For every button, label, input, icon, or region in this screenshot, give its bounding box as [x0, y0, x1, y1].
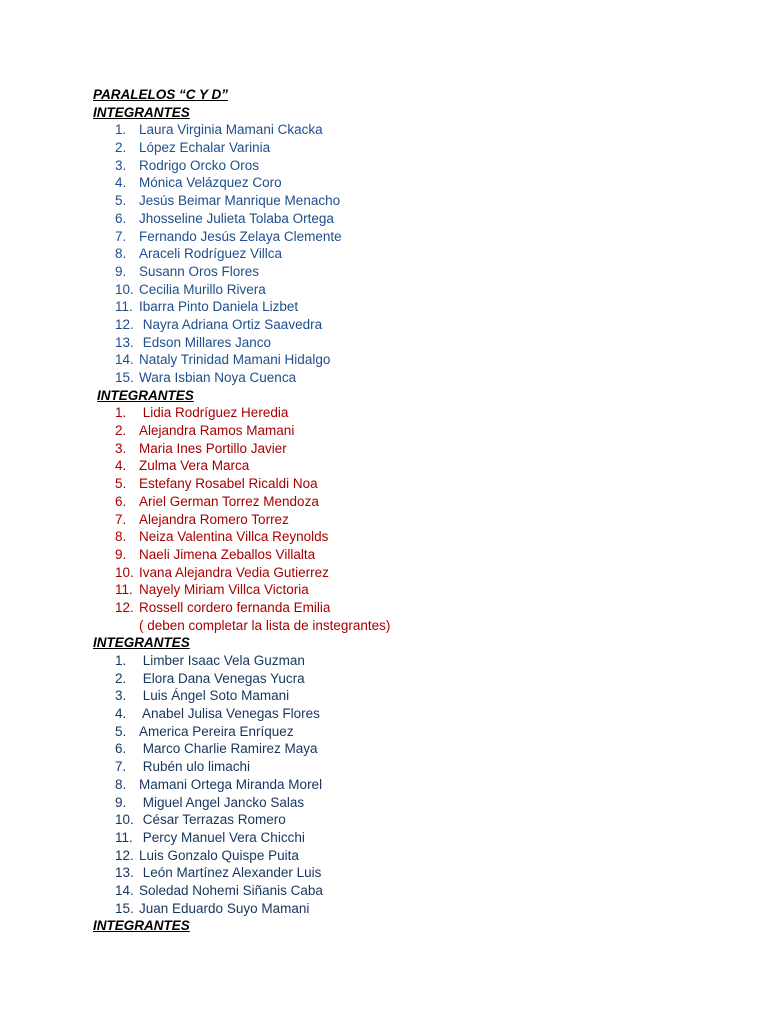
list-item [93, 157, 733, 175]
list-item-number: 12. [115, 847, 134, 863]
list-item [93, 298, 733, 316]
member-name: Nayely Miriam Villca Victoria [139, 582, 309, 598]
list-item [93, 546, 733, 564]
list-item [93, 404, 733, 422]
list-item-number: 8. [115, 776, 127, 792]
list-item-number: 15. [115, 900, 134, 916]
list-item-number: 8. [115, 246, 127, 262]
member-name: Anabel Julisa Venegas Flores [139, 706, 320, 722]
list-item-number: 7. [115, 228, 127, 244]
list-item [93, 281, 733, 299]
member-name: Nayra Adriana Ortiz Saavedra [139, 316, 323, 332]
list-item [93, 829, 733, 847]
member-name: Jesús Beimar Manrique Menacho [139, 193, 341, 209]
group-note: ( deben completar la lista de instegrantes) [139, 617, 391, 633]
list-item [93, 334, 733, 352]
group-heading: INTEGRANTES [93, 104, 190, 120]
list-item-number: 1. [115, 405, 127, 421]
list-item [93, 174, 733, 192]
list-item-number: 7. [115, 511, 127, 527]
list-item-number: 10. [115, 281, 134, 297]
list-item-number: 10. [115, 564, 134, 580]
list-item [93, 864, 733, 882]
list-item [93, 228, 733, 246]
member-name: Zulma Vera Marca [139, 458, 250, 474]
list-item-number: 8. [115, 529, 127, 545]
member-name: Laura Virginia Mamani Ckacka [139, 122, 323, 138]
member-name: Jhosseline Julieta Tolaba Ortega [139, 210, 334, 226]
list-item [93, 847, 733, 865]
member-name: Lidia Rodríguez Heredia [139, 405, 289, 421]
list-item-number: 11. [115, 299, 133, 315]
document-page [93, 86, 733, 935]
list-item-number: 12. [115, 599, 134, 615]
list-item-number: 7. [115, 759, 127, 775]
list-item [93, 652, 733, 670]
list-item [93, 210, 733, 228]
list-item-number: 4. [115, 458, 127, 474]
list-item [93, 758, 733, 776]
list-item [93, 369, 733, 387]
list-item [93, 440, 733, 458]
list-item-number: 5. [115, 476, 127, 492]
member-name: Ibarra Pinto Daniela Lizbet [139, 299, 299, 315]
list-item [93, 900, 733, 918]
list-item [93, 139, 733, 157]
member-name: Naeli Jimena Zeballos Villalta [139, 546, 316, 562]
list-item-number: 6. [115, 741, 127, 757]
list-item [93, 776, 733, 794]
member-name: Juan Eduardo Suyo Mamani [139, 900, 310, 916]
member-name: Maria Ines Portillo Javier [139, 440, 287, 456]
member-name: Ivana Alejandra Vedia Gutierrez [139, 564, 329, 580]
list-item [93, 475, 733, 493]
list-item-number: 15. [115, 370, 134, 385]
list-item-number: 11. [115, 582, 133, 598]
list-item [93, 121, 733, 139]
list-item-number: 4. [115, 706, 127, 722]
member-name: Luis Gonzalo Quispe Puita [139, 847, 299, 863]
list-item-number: 2. [115, 423, 127, 439]
list-item [93, 192, 733, 210]
list-item-number: 6. [115, 493, 127, 509]
list-item [93, 422, 733, 440]
member-name: Soledad Nohemi Siñanis Caba [139, 882, 323, 898]
list-item [93, 581, 733, 599]
list-item [93, 245, 733, 263]
list-item-number: 3. [115, 157, 127, 173]
member-name: León Martínez Alexander Luis [139, 865, 322, 881]
list-item [93, 705, 733, 723]
list-item [93, 493, 733, 511]
list-item-number: 14. [115, 882, 134, 898]
list-item-number: 6. [115, 210, 127, 226]
list-item [93, 316, 733, 334]
list-item-number: 9. [115, 546, 127, 562]
member-name: Luis Ángel Soto Mamani [139, 688, 290, 704]
list-item-number: 2. [115, 670, 127, 686]
member-name: Rossell cordero fernanda Emilia [139, 599, 331, 615]
member-name: Susann Oros Flores [139, 263, 260, 279]
list-item [93, 351, 733, 369]
list-item-number: 11. [115, 829, 133, 845]
list-item [93, 794, 733, 812]
member-name: Elora Dana Venegas Yucra [139, 670, 305, 686]
list-item-number: 9. [115, 263, 127, 279]
list-item-number: 5. [115, 723, 127, 739]
list-item-number: 3. [115, 440, 127, 456]
member-name: Estefany Rosabel Ricaldi Noa [139, 476, 318, 492]
group-heading: INTEGRANTES [93, 635, 190, 651]
list-item-number: 13. [115, 334, 134, 350]
list-item-number: 10. [115, 812, 134, 828]
groups-container [93, 104, 733, 935]
list-item [93, 882, 733, 900]
list-item-number: 2. [115, 140, 127, 156]
member-name: Edson Millares Janco [139, 334, 272, 350]
member-name: López Echalar Varinia [139, 140, 271, 156]
member-name: Araceli Rodríguez Villca [139, 246, 283, 262]
member-name: Limber Isaac Vela Guzman [139, 653, 305, 668]
member-name: Rodrigo Orcko Oros [139, 157, 260, 173]
list-item [93, 687, 733, 705]
member-name: Cecilia Murillo Rivera [139, 281, 266, 297]
member-name: Alejandra Romero Torrez [139, 511, 289, 527]
member-name: Marco Charlie Ramirez Maya [139, 741, 318, 757]
list-item-number: 1. [115, 122, 127, 138]
group-heading: INTEGRANTES [93, 918, 190, 934]
list-item-number: 14. [115, 352, 134, 368]
member-name: Nataly Trinidad Mamani Hidalgo [139, 352, 331, 368]
group-heading: INTEGRANTES [97, 387, 194, 403]
list-item-number: 1. [115, 653, 127, 668]
member-name: Neiza Valentina Villca Reynolds [139, 529, 329, 545]
list-item-number: 9. [115, 794, 127, 810]
list-item [93, 599, 733, 617]
list-item [93, 740, 733, 758]
list-item [93, 811, 733, 829]
list-item-number: 13. [115, 865, 134, 881]
list-item [93, 457, 733, 475]
member-name: Fernando Jesús Zelaya Clemente [139, 228, 342, 244]
list-item-number: 3. [115, 688, 127, 704]
list-item-number: 5. [115, 193, 127, 209]
member-name: Rubén ulo limachi [139, 759, 251, 775]
list-item [93, 564, 733, 582]
member-name: Percy Manuel Vera Chicchi [139, 829, 305, 845]
member-name: Wara Isbian Noya Cuenca [139, 370, 297, 385]
list-item-number: 4. [115, 175, 127, 191]
list-item [93, 511, 733, 529]
member-name: César Terrazas Romero [139, 812, 286, 828]
list-item-number: 12. [115, 316, 134, 332]
list-item [93, 528, 733, 546]
member-name: America Pereira Enríquez [139, 723, 294, 739]
list-item [93, 723, 733, 741]
document-title: PARALELOS “C Y D” [93, 87, 229, 102]
list-item [93, 670, 733, 688]
member-name: Mamani Ortega Miranda Morel [139, 776, 323, 792]
member-name: Ariel German Torrez Mendoza [139, 493, 319, 509]
member-name: Mónica Velázquez Coro [139, 175, 282, 191]
list-item [93, 263, 733, 281]
member-name: Miguel Angel Jancko Salas [139, 794, 305, 810]
member-name: Alejandra Ramos Mamani [139, 423, 295, 439]
